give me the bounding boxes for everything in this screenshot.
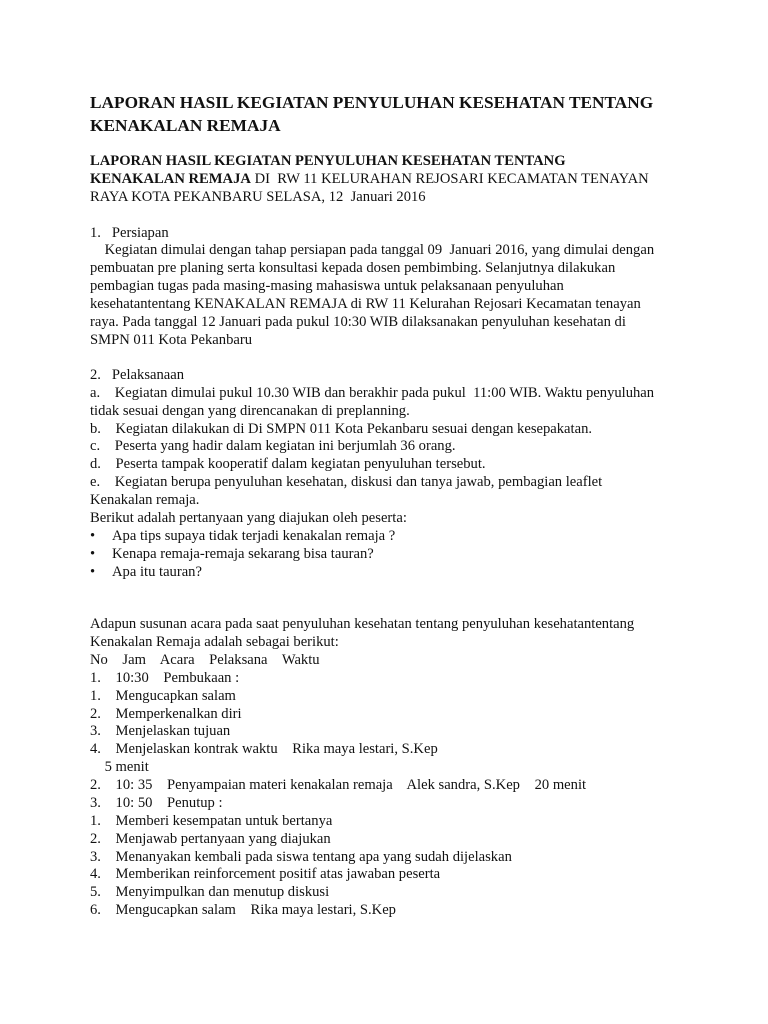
acara-table-header: No Jam Acara Pelaksana Waktu [90, 652, 320, 668]
acara-row: 1. Mengucapkan salam [90, 688, 236, 704]
paragraph-line: pembagian tugas pada masing-masing mahasiswa untuk pelaksanaan penyuluhan [90, 278, 564, 294]
acara-intro-line: Adapun susunan acara pada saat penyuluhan kesehatan tentang penyuluhan kesehatantentang [90, 616, 635, 632]
paragraph-line: SMPN 011 Kota Pekanbaru [90, 332, 253, 348]
subtitle-bold-part: KENAKALAN REMAJA [90, 171, 251, 187]
paragraph-line: kesehatantentang KENAKALAN REMAJA di RW 11 Kelurahan Rejosari Kecamatan tenayan [90, 296, 641, 312]
questions-intro: Berikut adalah pertanyaan yang diajukan oleh peserta: [90, 510, 407, 526]
list-item: a. Kegiatan dimulai pukul 10.30 WIB dan berakhir pada pukul 11:00 WIB. Waktu penyuluhan [90, 385, 655, 401]
section-heading-pelaksanaan: 2. Pelaksanaan [90, 367, 185, 383]
acara-row: 2. Menjawab pertanyaan yang diajukan [90, 831, 331, 847]
acara-row: 2. 10: 35 Penyampaian materi kenakalan remaja Alek sandra, S.Kep 20 menit [90, 777, 587, 793]
list-item-continuation: tidak sesuai dengan yang direncanakan di preplanning. [90, 403, 410, 419]
list-item: d. Peserta tampak kooperatif dalam kegiatan penyuluhan tersebut. [90, 456, 486, 472]
bullet-icon: • [90, 528, 96, 544]
acara-row: 5. Menyimpulkan dan menutup diskusi [90, 884, 330, 900]
document-title-line-1: LAPORAN HASIL KEGIATAN PENYULUHAN KESEHATAN TENTANG [90, 93, 654, 112]
subtitle-line-3: RAYA KOTA PEKANBARU SELASA, 12 Januari 2016 [90, 189, 426, 205]
list-item: c. Peserta yang hadir dalam kegiatan ini berjumlah 36 orang. [90, 438, 456, 454]
question-bullet-item [90, 527, 395, 545]
subtitle-rest-part: DI RW 11 KELURAHAN REJOSARI KECAMATAN TENAYAN [250, 171, 649, 187]
acara-row: 3. Menanyakan kembali pada siswa tentang apa yang sudah dijelaskan [90, 849, 512, 865]
question-text: Apa itu tauran? [112, 564, 202, 580]
subtitle-line-1: LAPORAN HASIL KEGIATAN PENYULUHAN KESEHATAN TENTANG [90, 153, 566, 169]
acara-row: 4. Memberikan reinforcement positif atas jawaban peserta [90, 866, 441, 882]
list-item: b. Kegiatan dilakukan di Di SMPN 011 Kota Pekanbaru sesuai dengan kesepakatan. [90, 421, 593, 437]
section-heading-persiapan: 1. Persiapan [90, 225, 169, 241]
list-item: e. Kegiatan berupa penyuluhan kesehatan, diskusi dan tanya jawab, pembagian leaflet [90, 474, 603, 490]
acara-row: 3. Menjelaskan tujuan [90, 723, 231, 739]
acara-intro-line: Kenakalan Remaja adalah sebagai berikut: [90, 634, 339, 650]
subtitle-line-2 [90, 170, 649, 188]
paragraph-line: Kegiatan dimulai dengan tahap persiapan pada tanggal 09 Januari 2016, yang dimulai dengan [90, 242, 655, 258]
question-bullet-item [90, 563, 202, 581]
bullet-icon: • [90, 564, 96, 580]
acara-row: 5 menit [90, 759, 149, 775]
acara-row: 1. Memberi kesempatan untuk bertanya [90, 813, 333, 829]
acara-row: 2. Memperkenalkan diri [90, 706, 242, 722]
acara-row: 1. 10:30 Pembukaan : [90, 670, 240, 686]
question-text: Kenapa remaja-remaja sekarang bisa tauran? [112, 546, 374, 562]
paragraph-line: raya. Pada tanggal 12 Januari pada pukul 10:30 WIB dilaksanakan penyuluhan kesehatan di [90, 314, 626, 330]
paragraph-line: pembuatan pre planing serta konsultasi kepada dosen pembimbing. Selanjutnya dilakukan [90, 260, 616, 276]
document-title-line-2: KENAKALAN REMAJA [90, 116, 281, 135]
acara-row: 3. 10: 50 Penutup : [90, 795, 223, 811]
list-item-continuation: Kenakalan remaja. [90, 492, 200, 508]
question-text: Apa tips supaya tidak terjadi kenakalan remaja ? [112, 528, 396, 544]
acara-row: 6. Mengucapkan salam Rika maya lestari, S.Kep [90, 902, 396, 918]
question-bullet-item [90, 545, 374, 563]
acara-row: 4. Menjelaskan kontrak waktu Rika maya lestari, S.Kep [90, 741, 438, 757]
bullet-icon: • [90, 546, 96, 562]
